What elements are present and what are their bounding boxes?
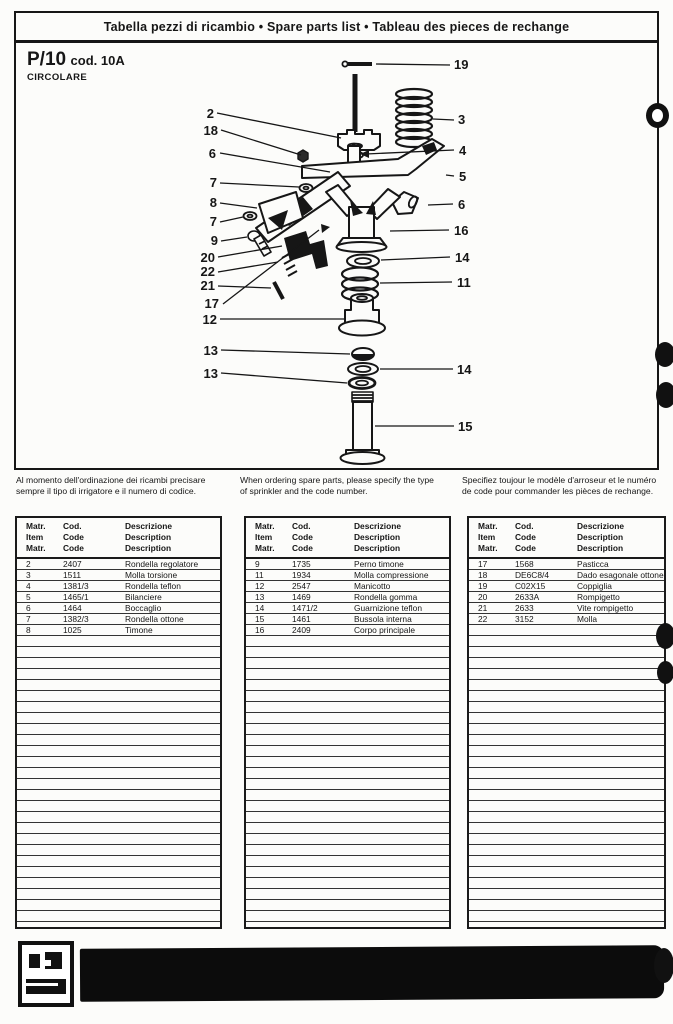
table-empty-row bbox=[17, 724, 220, 735]
cell-code: 1025 bbox=[63, 625, 82, 635]
callout-label: 8 bbox=[209, 195, 217, 210]
cell-code: DE6C8/4 bbox=[515, 570, 549, 580]
leader-lines bbox=[217, 64, 454, 426]
table-row bbox=[246, 570, 449, 581]
sheet-title-text: Tabella pezzi di ricambio • Spare parts list • Tableau des pieces de rechange bbox=[103, 19, 570, 34]
cell-item: 16 bbox=[255, 625, 265, 635]
callout-label: 7 bbox=[209, 175, 217, 190]
table-header-col: Matr. Item Matr. bbox=[478, 521, 498, 553]
table-empty-row bbox=[469, 735, 664, 746]
cell-code: 1568 bbox=[515, 559, 534, 569]
cell-description: Manicotto bbox=[354, 581, 391, 591]
cell-description: Perno timone bbox=[354, 559, 404, 569]
note-french: Specifiez toujour le modèle d'arroseur et le numéro de code pour commander les pièces de rechange. bbox=[462, 475, 657, 497]
left-callouts bbox=[201, 106, 219, 381]
callout-label: 3 bbox=[458, 112, 466, 127]
callout-label: 11 bbox=[457, 275, 471, 290]
cell-item: 18 bbox=[478, 570, 488, 580]
table-empty-row bbox=[469, 922, 664, 933]
cell-description: Dado esagonale ottone bbox=[577, 570, 664, 580]
table-empty-row bbox=[246, 724, 449, 735]
parts-sheet-box bbox=[14, 11, 659, 470]
table-empty-row bbox=[246, 867, 449, 878]
table-header-col: Cod. Code Code bbox=[292, 521, 313, 553]
table-empty-row bbox=[469, 801, 664, 812]
table-empty-row bbox=[246, 922, 449, 933]
cell-description: Molla bbox=[577, 614, 598, 624]
cotter-pin-part bbox=[342, 61, 372, 66]
table-empty-row bbox=[469, 680, 664, 691]
product-model: P/10 bbox=[27, 49, 67, 70]
table-empty-row bbox=[17, 856, 220, 867]
table-empty-row bbox=[246, 658, 449, 669]
table-row bbox=[246, 603, 449, 614]
table-empty-row bbox=[469, 856, 664, 867]
table-empty-row bbox=[246, 790, 449, 801]
table-empty-row bbox=[17, 779, 220, 790]
callout-label: 13 bbox=[203, 343, 218, 358]
table-empty-row bbox=[17, 658, 220, 669]
callout-label: 5 bbox=[459, 169, 467, 184]
table-empty-row bbox=[469, 878, 664, 889]
table-row bbox=[246, 614, 449, 625]
callout-label: 6 bbox=[208, 146, 216, 161]
cell-description: Timone bbox=[125, 625, 153, 635]
table-row bbox=[246, 592, 449, 603]
table-row bbox=[469, 559, 664, 570]
table-row bbox=[17, 614, 220, 625]
table-empty-row bbox=[246, 702, 449, 713]
cell-description: Molla torsione bbox=[125, 570, 178, 580]
washer-part-13b bbox=[349, 378, 375, 389]
table-empty-row bbox=[469, 669, 664, 680]
table-empty-row bbox=[246, 812, 449, 823]
callout-label: 21 bbox=[200, 278, 215, 293]
note-english: When ordering spare parts, please specify the type of sprinkler and the code number. bbox=[240, 475, 434, 497]
pointer-arrow-17 bbox=[321, 224, 330, 233]
table-empty-row bbox=[246, 746, 449, 757]
table-empty-row bbox=[469, 779, 664, 790]
table-empty-row bbox=[17, 900, 220, 911]
table-empty-row bbox=[246, 691, 449, 702]
callout-label: 20 bbox=[200, 250, 215, 265]
cell-code: 1461 bbox=[292, 614, 311, 624]
callout-label: 7 bbox=[209, 214, 217, 229]
cell-description: Pasticca bbox=[577, 559, 609, 569]
table-header-col: Descrizione Description Description bbox=[354, 521, 402, 553]
table-header bbox=[246, 518, 449, 559]
table-row bbox=[246, 625, 449, 636]
cell-item: 7 bbox=[26, 614, 31, 624]
table-empty-row bbox=[469, 691, 664, 702]
cell-code: 3152 bbox=[515, 614, 534, 624]
cell-description: Rondella regolatore bbox=[125, 559, 199, 569]
cell-description: Vite rompigetto bbox=[577, 603, 634, 613]
cell-item: 5 bbox=[26, 592, 31, 602]
product-code: cod. 10A bbox=[70, 53, 125, 68]
cell-item: 19 bbox=[478, 581, 488, 591]
table-header bbox=[469, 518, 664, 559]
table-empty-row bbox=[246, 889, 449, 900]
table-empty-row bbox=[17, 768, 220, 779]
cell-description: Rondella ottone bbox=[125, 614, 184, 624]
table-empty-row bbox=[246, 878, 449, 889]
table-empty-row bbox=[469, 702, 664, 713]
table-empty-row bbox=[469, 790, 664, 801]
table-empty-row bbox=[246, 845, 449, 856]
table-empty-row bbox=[246, 900, 449, 911]
cell-code: 1469 bbox=[292, 592, 311, 602]
note-italian: Al momento dell'ordinazione dei ricambi precisare sempre il tipo di irrigatore e il numero di codice. bbox=[16, 475, 206, 497]
callout-label: 4 bbox=[459, 143, 467, 158]
sheet-title bbox=[16, 13, 657, 43]
table-empty-row bbox=[17, 812, 220, 823]
table-empty-row bbox=[246, 735, 449, 746]
table-empty-row bbox=[469, 658, 664, 669]
table-empty-row bbox=[246, 757, 449, 768]
cell-description: Bilanciere bbox=[125, 592, 162, 602]
cell-item: 13 bbox=[255, 592, 265, 602]
cap-part-13a bbox=[352, 348, 374, 360]
ordering-notes bbox=[16, 475, 666, 497]
table-empty-row bbox=[17, 845, 220, 856]
callout-label: 2 bbox=[206, 106, 214, 121]
cell-item: 17 bbox=[478, 559, 488, 569]
spring-part-3 bbox=[396, 89, 432, 147]
cell-description: Rondella gomma bbox=[354, 592, 418, 602]
sleeve-part-12 bbox=[339, 294, 385, 336]
parts-table-1 bbox=[15, 516, 222, 929]
logo-bar bbox=[26, 979, 66, 994]
table-row bbox=[469, 603, 664, 614]
table-empty-row bbox=[17, 801, 220, 812]
nut-part-18 bbox=[298, 150, 308, 162]
table-empty-row bbox=[469, 900, 664, 911]
table-empty-row bbox=[17, 669, 220, 680]
cell-item: 8 bbox=[26, 625, 31, 635]
ink-dot-mark bbox=[656, 382, 673, 408]
table-empty-row bbox=[246, 768, 449, 779]
table-empty-row bbox=[17, 746, 220, 757]
table-empty-row bbox=[17, 878, 220, 889]
washer-part-14b bbox=[348, 363, 378, 375]
body-part-16 bbox=[326, 185, 400, 252]
table-row bbox=[469, 581, 664, 592]
parts-table-3 bbox=[467, 516, 666, 929]
parts-table-2 bbox=[244, 516, 451, 929]
table-empty-row bbox=[17, 636, 220, 647]
table-row bbox=[17, 581, 220, 592]
table-empty-row bbox=[17, 922, 220, 933]
cell-item: 9 bbox=[255, 559, 260, 569]
table-row bbox=[17, 603, 220, 614]
cell-description: Rompigetto bbox=[577, 592, 620, 602]
cell-code: 2409 bbox=[292, 625, 311, 635]
table-empty-row bbox=[17, 889, 220, 900]
table-empty-row bbox=[246, 823, 449, 834]
ink-dot-mark bbox=[655, 342, 673, 367]
cell-code: C02X15 bbox=[515, 581, 546, 591]
cell-code: 1934 bbox=[292, 570, 311, 580]
callout-label: 16 bbox=[454, 223, 469, 238]
table-empty-row bbox=[246, 856, 449, 867]
brand-logo bbox=[18, 941, 74, 1007]
ink-dot-mark bbox=[656, 623, 673, 649]
cell-code: 2633 bbox=[515, 603, 534, 613]
exploded-diagram bbox=[16, 42, 657, 468]
cell-item: 12 bbox=[255, 581, 265, 591]
cell-code: 1511 bbox=[63, 570, 82, 580]
cell-description: Molla compressione bbox=[354, 570, 429, 580]
cell-code: 1382/3 bbox=[63, 614, 89, 624]
table-row bbox=[469, 570, 664, 581]
ink-dot-mark bbox=[654, 948, 673, 983]
table-empty-row bbox=[246, 779, 449, 790]
table-row bbox=[246, 559, 449, 570]
callout-label: 14 bbox=[457, 362, 472, 377]
cell-description: Coppiglia bbox=[577, 581, 612, 591]
washer-part-7b bbox=[244, 212, 257, 220]
table-row bbox=[469, 614, 664, 625]
callout-label: 13 bbox=[203, 366, 218, 381]
table-empty-row bbox=[246, 713, 449, 724]
pin-rod-part bbox=[353, 74, 358, 132]
table-empty-row bbox=[469, 812, 664, 823]
table-empty-row bbox=[17, 834, 220, 845]
callout-label: 19 bbox=[454, 57, 469, 72]
cell-code: 2633A bbox=[515, 592, 540, 602]
cell-item: 4 bbox=[26, 581, 31, 591]
table-empty-row bbox=[17, 790, 220, 801]
product-variant: CIRCOLARE bbox=[27, 72, 88, 83]
table-empty-row bbox=[469, 724, 664, 735]
callout-label: 14 bbox=[455, 250, 470, 265]
jet-breaker-part-20 bbox=[284, 231, 328, 269]
cell-code: 1735 bbox=[292, 559, 311, 569]
table-header-col: Matr. Item Matr. bbox=[26, 521, 46, 553]
cell-item: 14 bbox=[255, 603, 265, 613]
table-empty-row bbox=[17, 680, 220, 691]
washer-part-14a bbox=[347, 255, 379, 268]
pin-part-21 bbox=[274, 282, 283, 299]
table-row bbox=[17, 559, 220, 570]
tube-part-15 bbox=[341, 392, 385, 464]
table-row bbox=[246, 581, 449, 592]
table-empty-row bbox=[469, 845, 664, 856]
table-row bbox=[469, 592, 664, 603]
table-row bbox=[17, 570, 220, 581]
cell-item: 22 bbox=[478, 614, 488, 624]
table-empty-row bbox=[469, 713, 664, 724]
cell-item: 3 bbox=[26, 570, 31, 580]
table-empty-row bbox=[17, 735, 220, 746]
wedge-part-8 bbox=[259, 192, 303, 233]
right-callouts bbox=[454, 57, 472, 434]
callout-label: 12 bbox=[202, 312, 217, 327]
cell-code: 1464 bbox=[63, 603, 82, 613]
table-row bbox=[17, 625, 220, 636]
table-empty-row bbox=[469, 625, 664, 636]
table-empty-row bbox=[17, 702, 220, 713]
table-header-col: Descrizione Description Description bbox=[577, 521, 625, 553]
address-redacted-bar bbox=[80, 945, 664, 1002]
table-empty-row bbox=[469, 834, 664, 845]
cell-item: 6 bbox=[26, 603, 31, 613]
table-empty-row bbox=[246, 911, 449, 922]
table-empty-row bbox=[17, 647, 220, 658]
table-header-col: Cod. Code Code bbox=[515, 521, 536, 553]
table-header-col: Descrizione Description Description bbox=[125, 521, 173, 553]
callout-label: 9 bbox=[210, 233, 218, 248]
callout-label: 18 bbox=[203, 123, 218, 138]
washer-part-7a bbox=[300, 184, 313, 192]
cell-item: 11 bbox=[255, 570, 264, 580]
table-empty-row bbox=[246, 834, 449, 845]
ink-dot-mark bbox=[657, 661, 673, 684]
table-empty-row bbox=[17, 823, 220, 834]
table-empty-row bbox=[17, 691, 220, 702]
table-header bbox=[17, 518, 220, 559]
table-empty-row bbox=[469, 867, 664, 878]
cell-code: 2547 bbox=[292, 581, 311, 591]
table-header-col: Matr. Item Matr. bbox=[255, 521, 275, 553]
cell-item: 21 bbox=[478, 603, 488, 613]
callout-label: 15 bbox=[458, 419, 473, 434]
cell-code: 1381/3 bbox=[63, 581, 89, 591]
logo-block-small bbox=[29, 954, 40, 968]
cell-description: Guarnizione teflon bbox=[354, 603, 422, 613]
table-empty-row bbox=[246, 801, 449, 812]
callout-label: 6 bbox=[458, 197, 466, 212]
table-empty-row bbox=[246, 647, 449, 658]
cell-code: 2407 bbox=[63, 559, 82, 569]
cell-item: 20 bbox=[478, 592, 488, 602]
cell-description: Boccaglio bbox=[125, 603, 162, 613]
table-empty-row bbox=[469, 746, 664, 757]
table-empty-row bbox=[17, 757, 220, 768]
table-row bbox=[17, 592, 220, 603]
callout-label: 22 bbox=[200, 264, 215, 279]
cell-item: 2 bbox=[26, 559, 31, 569]
cell-description: Rondella teflon bbox=[125, 581, 181, 591]
binder-hole-mark bbox=[646, 103, 669, 128]
table-empty-row bbox=[246, 680, 449, 691]
table-empty-row bbox=[469, 647, 664, 658]
cell-code: 1471/2 bbox=[292, 603, 318, 613]
table-empty-row bbox=[469, 823, 664, 834]
table-empty-row bbox=[469, 757, 664, 768]
cell-item: 15 bbox=[255, 614, 265, 624]
logo-block-large bbox=[45, 952, 62, 969]
table-empty-row bbox=[469, 889, 664, 900]
callout-label: 17 bbox=[204, 296, 219, 311]
table-empty-row bbox=[469, 911, 664, 922]
table-empty-row bbox=[469, 636, 664, 647]
table-empty-row bbox=[246, 636, 449, 647]
cell-description: Bussola interna bbox=[354, 614, 412, 624]
table-empty-row bbox=[17, 911, 220, 922]
cell-description: Corpo principale bbox=[354, 625, 415, 635]
table-empty-row bbox=[17, 867, 220, 878]
table-empty-row bbox=[17, 713, 220, 724]
table-header-col: Cod. Code Code bbox=[63, 521, 84, 553]
table-empty-row bbox=[469, 768, 664, 779]
table-empty-row bbox=[246, 669, 449, 680]
cell-code: 1465/1 bbox=[63, 592, 89, 602]
